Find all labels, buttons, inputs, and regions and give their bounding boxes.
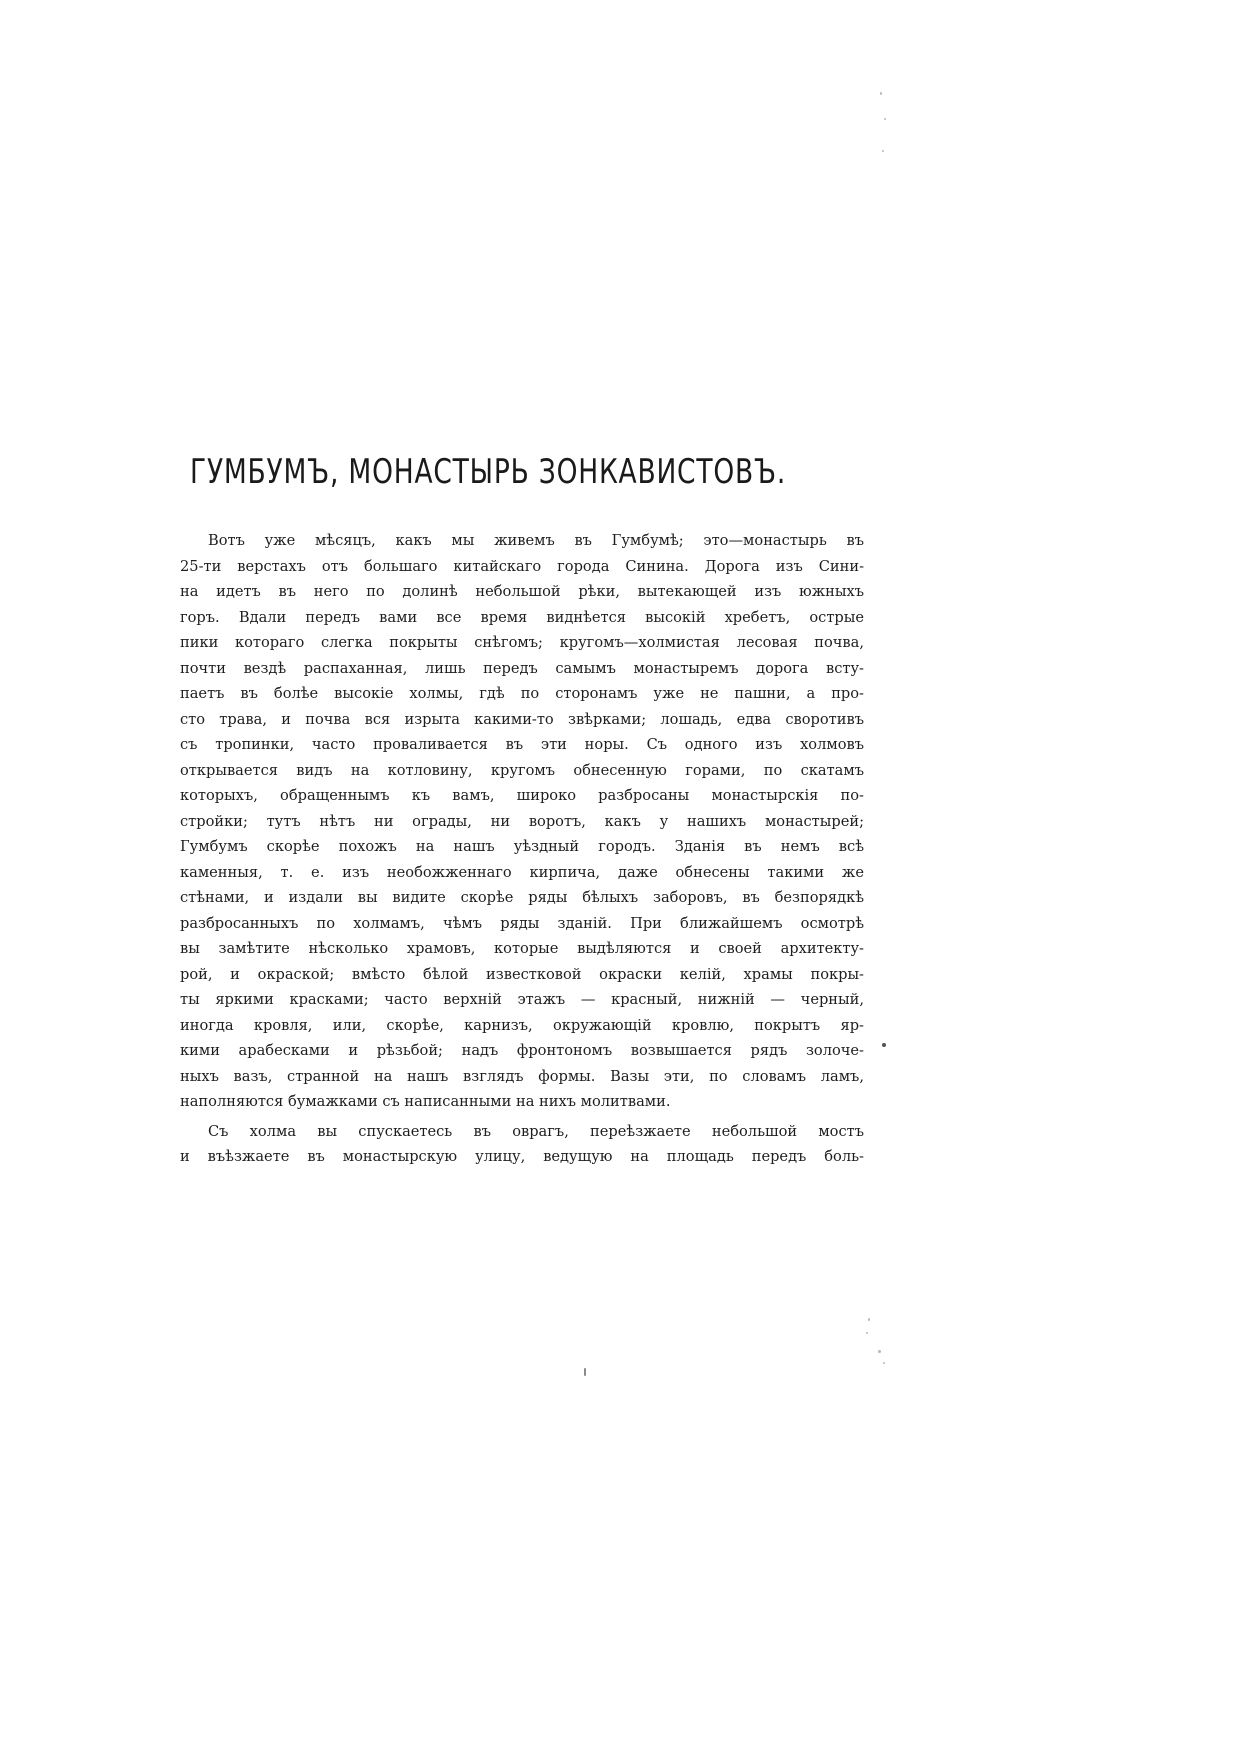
text-line: вы замѣтите нѣсколько храмовъ, которые выдѣляются и своей архитекту- <box>180 940 864 957</box>
text-line: и въѣзжаете въ монастырскую улицу, ведущую на площадь передъ боль- <box>180 1148 864 1165</box>
text-line: ты яркими красками; часто верхній этажъ — красный, нижній — черный, <box>180 991 864 1008</box>
text-line: иногда кровля, или, скорѣе, карнизъ, окружающій кровлю, покрытъ яр- <box>180 1016 864 1034</box>
chapter-title: ГУМБУМЪ, МОНАСТЫРЬ ЗОНКАВИСТОВЪ. <box>190 452 787 492</box>
scan-speck <box>883 1362 885 1364</box>
text-line: стѣнами, и издали вы видите скорѣе ряды бѣлыхъ заборовъ, въ безпорядкѣ <box>180 889 864 906</box>
text-line: каменныя, т. е. изъ необожженнаго кирпича, даже обнесены такими же <box>180 863 864 881</box>
text-line: Гумбумъ скорѣе похожъ на нашъ уѣздный городъ. Зданія въ немъ всѣ <box>180 838 864 855</box>
text-line: ныхъ вазъ, странной на нашъ взглядъ формы. Вазы эти, по словамъ ламъ, <box>180 1067 864 1085</box>
text-line: кими арабесками и рѣзьбой; надъ фронтономъ возвышается рядъ золоче- <box>180 1042 864 1059</box>
text-line: наполняются бумажками съ написанными на нихъ молитвами. <box>180 1093 671 1110</box>
paragraph-2 <box>154 1119 864 1170</box>
text-line: Вотъ уже мѣсяцъ, какъ мы живемъ въ Гумбумѣ; это—монастырь въ <box>208 532 864 549</box>
text-line: пики котораго слегка покрыты снѣгомъ; кругомъ—холмистая лесовая почва, <box>180 634 864 651</box>
paragraph-1 <box>154 528 864 1115</box>
text-line: которыхъ, обращеннымъ къ вамъ, широко разбросаны монастырскія по- <box>180 787 864 804</box>
text-line: стройки; тутъ нѣтъ ни ограды, ни воротъ, какъ у нашихъ монастырей; <box>180 812 864 830</box>
scan-speck <box>584 1368 586 1376</box>
text-line: 25-ти верстахъ отъ большаго китайскаго города Синина. Дорога изъ Сини- <box>180 557 864 575</box>
text-line: сто трава, и почва вся изрыта какими-то звѣрками; лошадь, едва своротивъ <box>180 710 864 728</box>
text-line: горъ. Вдали передъ вами все время виднѣется высокій хребетъ, острые <box>180 608 864 626</box>
text-line: разбросанныхъ по холмамъ, чѣмъ ряды зданій. При ближайшемъ осмотрѣ <box>180 914 864 932</box>
scan-speck <box>866 1332 868 1334</box>
scan-speck <box>880 92 882 95</box>
scan-speck <box>882 150 884 152</box>
body-text <box>154 528 864 1170</box>
scan-speck <box>882 1043 886 1047</box>
text-line: съ тропинки, часто проваливается въ эти норы. Съ одного изъ холмовъ <box>180 736 864 753</box>
text-line: почти вездѣ распаханная, лишь передъ самымъ монастыремъ дорога всту- <box>180 659 864 677</box>
text-line: паетъ въ болѣе высокіе холмы, гдѣ по сторонамъ уже не пашни, а про- <box>180 685 864 702</box>
scan-speck <box>878 1350 881 1353</box>
scan-speck <box>884 118 886 120</box>
text-line: открывается видъ на котловину, кругомъ обнесенную горами, по скатамъ <box>180 761 864 779</box>
scan-speck <box>868 1318 870 1321</box>
text-line: на идетъ въ него по долинѣ небольшой рѣки, вытекающей изъ южныхъ <box>180 583 864 600</box>
text-line: рой, и окраской; вмѣсто бѣлой известковой окраски келій, храмы покры- <box>180 965 864 983</box>
text-line: Съ холма вы спускаетесь въ оврагъ, переѣзжаете небольшой мостъ <box>208 1122 864 1140</box>
